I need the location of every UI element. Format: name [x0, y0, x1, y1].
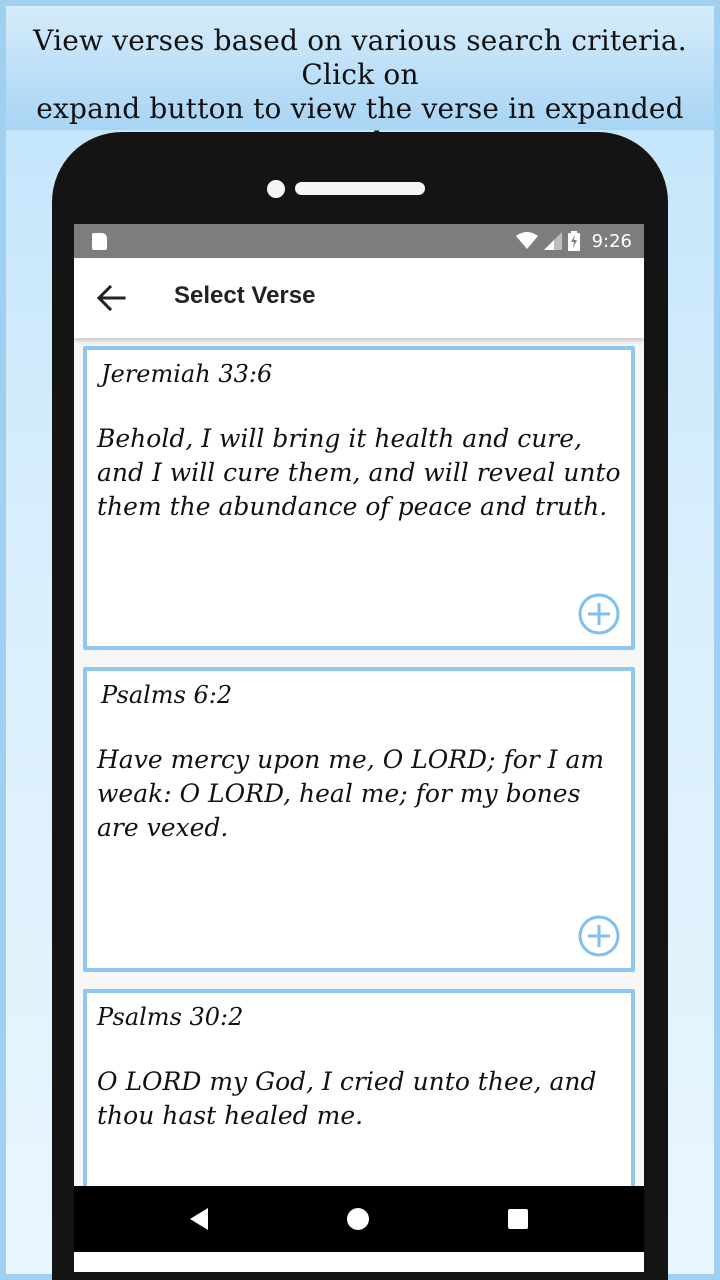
- camera-dot: [267, 180, 285, 198]
- expand-plus-icon[interactable]: [577, 592, 621, 636]
- status-icons: [516, 229, 632, 253]
- recents-square-icon[interactable]: [508, 1209, 528, 1229]
- wifi-icon: [516, 232, 538, 250]
- promo-line-1: View verses based on various search criteria. Click on: [33, 24, 687, 91]
- back-triangle-icon[interactable]: [188, 1206, 212, 1232]
- phone-screen: [74, 224, 644, 1272]
- verse-reference: Psalms 30:2: [97, 1003, 244, 1031]
- arrow-left-icon[interactable]: [96, 284, 126, 312]
- promo-banner: [6, 6, 714, 130]
- verse-card[interactable]: [83, 989, 635, 1186]
- expand-plus-icon[interactable]: [577, 914, 621, 958]
- signal-icon: [544, 232, 562, 250]
- status-clock: 9:26: [591, 230, 632, 252]
- verse-card[interactable]: [83, 346, 635, 650]
- sd-card-icon: [92, 233, 107, 250]
- phone-frame: [52, 132, 668, 1280]
- app-bar: [74, 258, 644, 338]
- battery-charging-icon: [568, 231, 580, 251]
- verse-text: Have mercy upon me, O LORD; for I am weak: O LORD, heal me; for my bones are vexed.: [97, 745, 605, 842]
- page-title: Select Verse: [174, 282, 316, 309]
- verse-list[interactable]: [74, 338, 644, 1186]
- verse-card[interactable]: [83, 667, 635, 972]
- verse-reference: Jeremiah 33:6: [101, 360, 273, 388]
- verse-text: O LORD my God, I cried unto thee, and thou hast healed me.: [97, 1067, 597, 1130]
- verse-text: Behold, I will bring it health and cure, and I will cure them, and will reveal unto them the abundance of peace and truth.: [97, 424, 621, 521]
- promo-line-2: expand button to view the verse in expanded: [36, 92, 684, 125]
- status-bar: [74, 224, 644, 258]
- speaker-grille: [295, 182, 425, 195]
- home-circle-icon[interactable]: [347, 1208, 369, 1230]
- system-nav-bar: [74, 1186, 644, 1252]
- verse-reference: Psalms 6:2: [101, 681, 233, 709]
